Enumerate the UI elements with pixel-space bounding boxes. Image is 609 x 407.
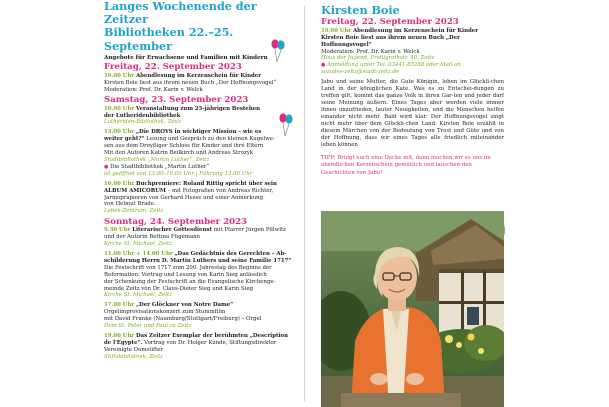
event-line: mit Pfarrer Jürgen Pillwitz — [211, 227, 286, 234]
event-friday-1 — [104, 73, 292, 94]
title-line: Langes Wochenende der Zeitzer — [104, 0, 257, 27]
event-saturday-2 — [104, 129, 292, 177]
event-location: Kirche St. Michael, Zeitz — [104, 292, 172, 299]
event-sunday-2 — [104, 251, 292, 299]
event-line: Jarmoprapieren von Gerhard Hesse und einer Anmerkung — [104, 194, 264, 201]
event-line: Lesung und Gespräch zu den kleinen Kugelwe- — [144, 136, 275, 143]
book-description: Jabu und seine Mutter, die Gute Königin, leben im Glückli-chen Land in der königlichen Kate. Was es zu Entschei-dungen zu treffen gilt, kommt das ganze Volk in ihren Gar-ten und jeder darf seine Meinung äußern. Eines Tages aber werden viele immer ihnen unzufrieden, lauter Neuigkeiten, und die Menschen helfen einander nicht mehr. Bald wird klar: Der Hoffnungsvogel singt nicht mehr über dem Glückli-chen Land. Kirsten Boie erzählt in diesem Märchen von der Bedeutung von Trost und Güte und von der Hoffnung, dass wir eines Tages alle friedlich miteinander leben können — [321, 79, 504, 149]
event-line: Kirsten Boie liest aus ihrem neuen Buch „Der Hoffnungsvogel“ — [321, 34, 460, 48]
event-saturday-1 — [104, 106, 292, 127]
event-line: Orgelimprovisationskonzert zum Stummfilm — [104, 309, 226, 316]
location-pin-icon: ● — [104, 163, 109, 170]
event-time: 13.00 Uhr — [104, 129, 135, 136]
column-divider — [304, 6, 305, 401]
event-note: Die Stadtbibliothek „Martin Luther“ — [110, 163, 210, 170]
event-saturday-3 — [104, 181, 292, 216]
event-line: mit David Franke (Naumburg/Stuttgart/Freiburg) – Orgel — [104, 316, 262, 323]
event-line: – mit Fotografien von Andreas Richter, — [165, 187, 274, 194]
event-title: „Die DROYS in wichtiger Mission – wie es — [135, 129, 262, 136]
event-line: Moderation: Prof. Dr. Karin v. Welck — [104, 86, 203, 93]
day-heading-friday: Freitag, 22. September 2023 — [104, 62, 242, 73]
author-event — [321, 28, 504, 76]
event-location: Lutheriden-Bibliothek, Zeitz — [104, 119, 182, 126]
event-title-cont: de l'Egypte“. — [104, 339, 143, 346]
program-intro: Angebote für Erwachsene und Familien mit Kindern — [104, 54, 268, 61]
event-line: meinde Zeitz von Dr. Claus-Dieter Sieg und Karin Sieg — [104, 285, 254, 292]
event-time: 11.00 Uhr + 14.00 Uhr — [104, 251, 173, 258]
event-line: Vortrag von Dr. Holger Kunde, Stiftungsdirektor — [142, 339, 277, 346]
author-name: Kirsten Boie — [321, 3, 400, 17]
event-line: Kirsten Boie liest aus ihrem neuen Buch „Der Hoffnungsvogel“ — [104, 79, 277, 86]
event-sunday-3 — [104, 302, 292, 330]
event-title: Buchpremiere: Roland Rittig spricht über sein — [135, 180, 277, 187]
event-time: 10.00 Uhr — [104, 105, 135, 112]
event-time: 19.00 Uhr — [104, 72, 135, 79]
event-location: Stiftsbibliothek, Zeitz — [104, 353, 164, 360]
day-heading-saturday: Samstag, 23. September 2023 — [104, 95, 249, 106]
event-title: Das Zeitzer Exemplar der berühmten „Description — [135, 333, 289, 339]
event-line: sen aus dem Droyßiger Schloss für Kinder und ihre Eltern — [104, 143, 264, 150]
event-title-cont: weiter geht?“ — [104, 136, 145, 143]
event-title: Abendlesung im Kerzenschein für Kinder — [352, 27, 479, 34]
event-title: „Das Gedächtnis des Gerechten – Ab- — [174, 251, 287, 258]
event-location: Lebek-Zentrum, Zeitz — [104, 208, 164, 215]
day-heading-sunday: Sonntag, 24. September 2023 — [104, 216, 248, 227]
event-time: 9.30 Uhr — [104, 227, 131, 234]
event-location: Kirche St. Michael, Zeitz — [104, 241, 172, 248]
registration-email[interactable]: soziales-zeitz@stadt-zeitz.de — [321, 69, 400, 76]
event-location: Dom St. Peter und Paul zu Zeitz — [104, 323, 192, 330]
event-line: von Helmut Brade. — [104, 201, 156, 208]
event-line: Moderation: Prof. Dr. Karin v. Welck — [321, 48, 420, 55]
event-sunday-1 — [104, 227, 292, 248]
balloon-icon — [270, 38, 286, 64]
event-location: Stadtbibliothek „Martin Luther“, Zeitz — [104, 156, 210, 163]
balloon-icon — [278, 112, 294, 138]
program-column — [104, 0, 292, 407]
author-photo — [321, 211, 504, 407]
event-title: Abendlesung im Kerzenschein für Kinder — [135, 72, 262, 79]
title-line: Bibliotheken 22.–25. September — [104, 25, 234, 53]
event-title-cont: ALBUM AMICORUM — [104, 187, 166, 194]
event-time: 19.00 Uhr — [104, 333, 135, 339]
event-sunday-4 — [104, 333, 292, 361]
event-time: 16.00 Uhr — [104, 180, 135, 187]
program-title — [104, 0, 292, 53]
event-date: Freitag, 22. September 2023 — [321, 17, 459, 28]
event-location: Haus der Jugend, Freiligrathstr. 40, Zeitz — [321, 55, 435, 62]
location-pin-icon: ● — [321, 62, 326, 69]
event-title-cont: schilderung Herrn D. Martin Luthers und seine Familie 1717“ — [104, 257, 292, 264]
registration-note: Anmeldung unter Tel. 03441-83288 oder Mail an — [327, 62, 461, 69]
event-note: ist geöffnet von 13.00–16.00 Uhr | Führung 13.00 Uhr — [104, 170, 253, 177]
event-line: Reformation: Vortrag und Lesung von Karin Sieg anlässlich — [104, 271, 267, 278]
event-line: der Lutheridenbibliothek — [104, 112, 181, 119]
event-time: 19.00 Uhr — [321, 27, 352, 34]
event-line: der Schenkung der Festschrift an die Evangelische Kirchenge- — [104, 278, 276, 285]
event-title: Veranstaltung zum 25-jährigen Bestehen — [135, 105, 261, 112]
event-title: „Der Glöckner von Notre Dame“ — [135, 302, 234, 309]
tip-text: TIPP: Bringt euch eine Decke mit, dann machen wir es uns im abendlichen Kerzenschein gemütlich und lauschen den Geschichten von Jabu! — [321, 155, 491, 176]
event-line: Mit den Autoren Katrin Beilkirch und Andreas Strozyk — [104, 150, 254, 157]
event-time: 17.00 Uhr — [104, 302, 135, 309]
event-line: und der Autorin Bettina Fügemann — [104, 234, 201, 241]
event-title: Literarischer Gottesdienst — [132, 227, 212, 234]
event-line: Vereinigte Domstifter — [104, 346, 164, 353]
event-line: Die Festschrift von 1717 zum 200. Jahrestag des Beginns der — [104, 264, 272, 271]
